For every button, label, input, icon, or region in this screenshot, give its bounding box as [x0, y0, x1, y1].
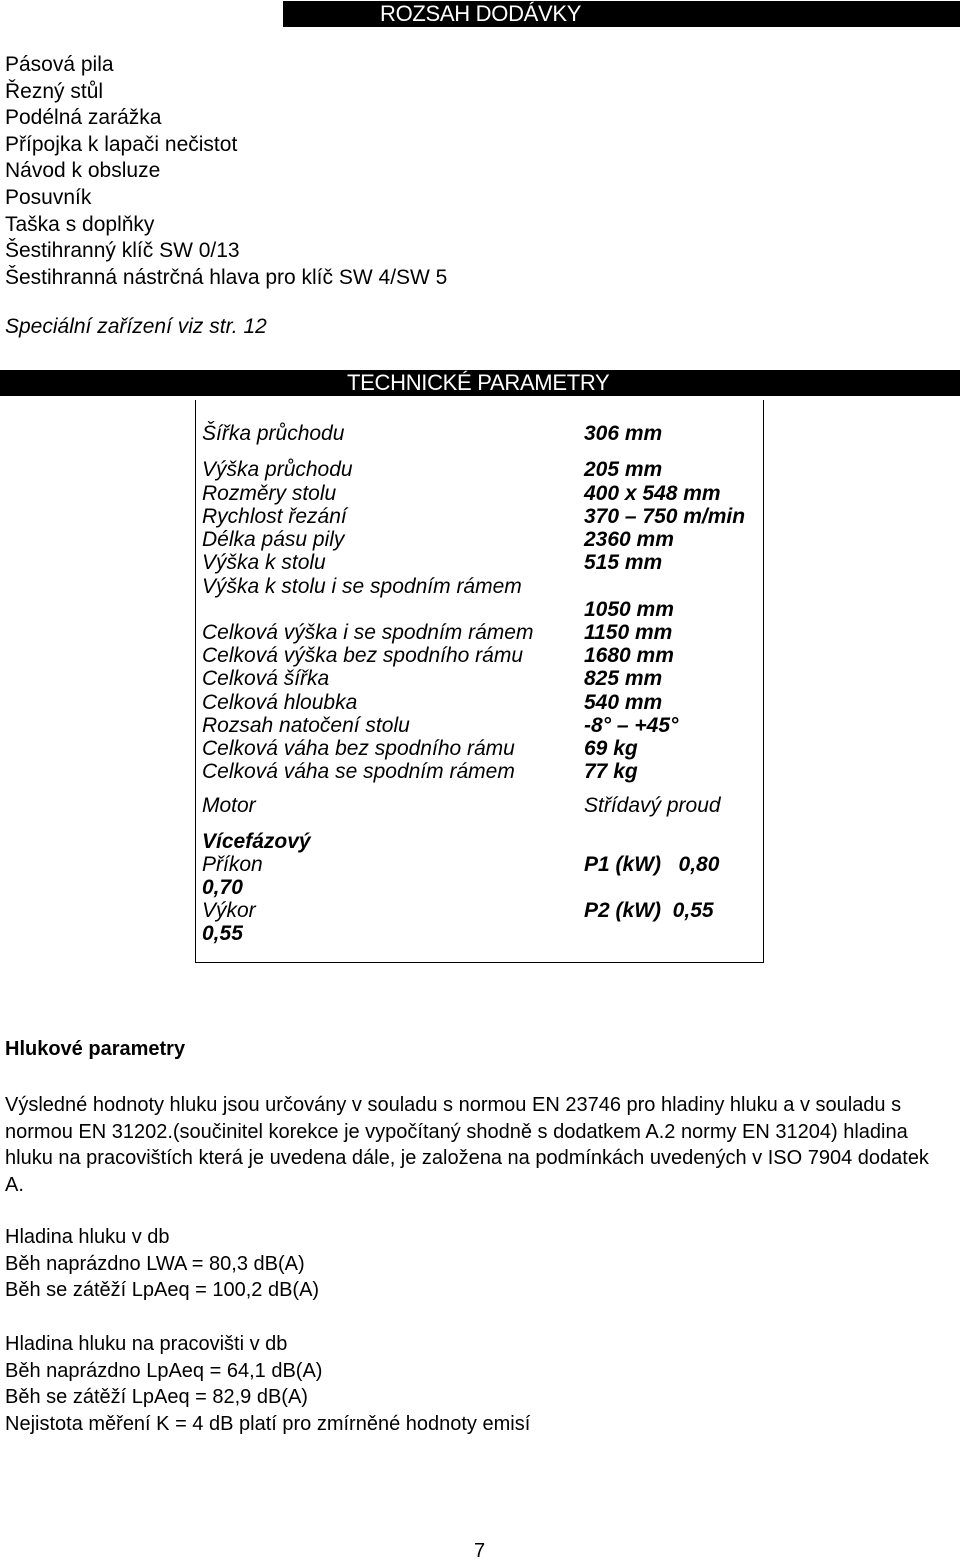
delivery-title: ROZSAH DODÁVKY [380, 1, 582, 26]
param-label: Výška k stolu i se spodním rámem [202, 575, 522, 598]
noise-line: Hladina hluku v db [5, 1226, 170, 1248]
param-label: Celková váha bez spodního rámu [202, 737, 515, 760]
delivery-items-list [5, 52, 447, 291]
param-value: 2360 mm [584, 528, 674, 551]
list-item: Podélná zarážka [5, 106, 162, 130]
param-value: -8° – +45° [584, 714, 679, 737]
param-label: Délka pásu pily [202, 528, 345, 551]
motor-label: Motor [202, 794, 256, 817]
output-power-value: P2 (kW) 0,55 [584, 899, 714, 922]
workplace-noise-block [5, 1331, 530, 1438]
noise-heading: Hlukové parametry [5, 1038, 186, 1060]
delivery-title-bar [283, 1, 960, 27]
param-label: Rozměry stolu [202, 482, 337, 505]
param-value: 306 mm [584, 422, 663, 445]
list-item: Šestihranný klíč SW 0/13 [5, 239, 240, 263]
page-number: 7 [474, 1540, 486, 1562]
param-value: 540 mm [584, 691, 663, 714]
param-label: Celková výška i se spodním rámem [202, 621, 534, 644]
noise-line: Běh naprázdno LpAeq = 64,1 dB(A) [5, 1359, 323, 1382]
tech-parameters-box [195, 400, 764, 963]
output-power-label: Výkor [202, 899, 256, 922]
noise-line: Hladina hluku na pracovišti v db [5, 1333, 288, 1355]
special-equipment-note: Speciální zařízení viz str. 12 [5, 315, 267, 338]
list-item: Posuvník [5, 185, 92, 209]
list-item: Taška s doplňky [5, 212, 155, 236]
param-label: Celková šířka [202, 667, 330, 690]
motor-type: Vícefázový [202, 830, 311, 853]
param-label: Rychlost řezání [202, 505, 347, 528]
param-value: 1150 mm [584, 621, 673, 644]
list-item: Pásová pila [5, 53, 114, 76]
param-value: 825 mm [584, 667, 663, 690]
list-item: Šestihranná nástrčná hlava pro klíč SW 4/SW 5 [5, 265, 448, 289]
list-item: Řezný stůl [5, 79, 104, 103]
param-value: 370 – 750 m/min [584, 505, 746, 528]
input-power-extra: 0,70 [202, 876, 243, 899]
motor-value: Střídavý proud [584, 794, 721, 817]
param-label: Rozsah natočení stolu [202, 714, 410, 737]
noise-line: Běh se zátěží LpAeq = 100,2 dB(A) [5, 1279, 320, 1302]
tech-title-bar [0, 370, 960, 396]
param-value: 400 x 548 mm [584, 482, 721, 505]
param-label: Celková výška bez spodního rámu [202, 644, 523, 667]
input-power-label: Příkon [202, 853, 263, 876]
noise-level-block [5, 1224, 319, 1304]
param-label: Celková hloubka [202, 691, 358, 714]
noise-line: Běh naprázdno LWA = 80,3 dB(A) [5, 1252, 305, 1275]
noise-line: Běh se zátěží LpAeq = 82,9 dB(A) [5, 1386, 308, 1409]
noise-paragraph: Výsledné hodnoty hluku jsou určovány v souladu s normou EN 23746 pro hladiny hluku a v souladu s normou EN 31202.(součinitel korekce je vypočítaný shodně s dodatkem A.2 normy EN 31204) hladina hluku na pracovištích která je uvedena dále, je založena na podmínkách uvedených v ISO 7904 dodatek A. [5, 1094, 929, 1197]
param-label: Šířka průchodu [202, 422, 345, 445]
list-item: Návod k obsluze [5, 159, 161, 183]
tech-title: TECHNICKÉ PARAMETRY [347, 370, 610, 395]
output-power-extra: 0,55 [202, 922, 243, 945]
param-value: 205 mm [584, 458, 663, 481]
list-item: Přípojka k lapači nečistot [5, 132, 238, 156]
param-label: Výška průchodu [202, 458, 353, 481]
param-value: 515 mm [584, 551, 663, 574]
input-power-value: P1 (kW) 0,80 [584, 853, 720, 876]
param-value: 1680 mm [584, 644, 674, 667]
param-label: Výška k stolu [202, 551, 326, 574]
noise-line: Nejistota měření K = 4 dB platí pro zmírněné hodnoty emisí [5, 1413, 531, 1436]
param-value: 69 kg [584, 737, 638, 760]
param-label: Celková váha se spodním rámem [202, 760, 515, 783]
param-value: 77 kg [584, 760, 638, 783]
param-value: 1050 mm [584, 598, 674, 621]
